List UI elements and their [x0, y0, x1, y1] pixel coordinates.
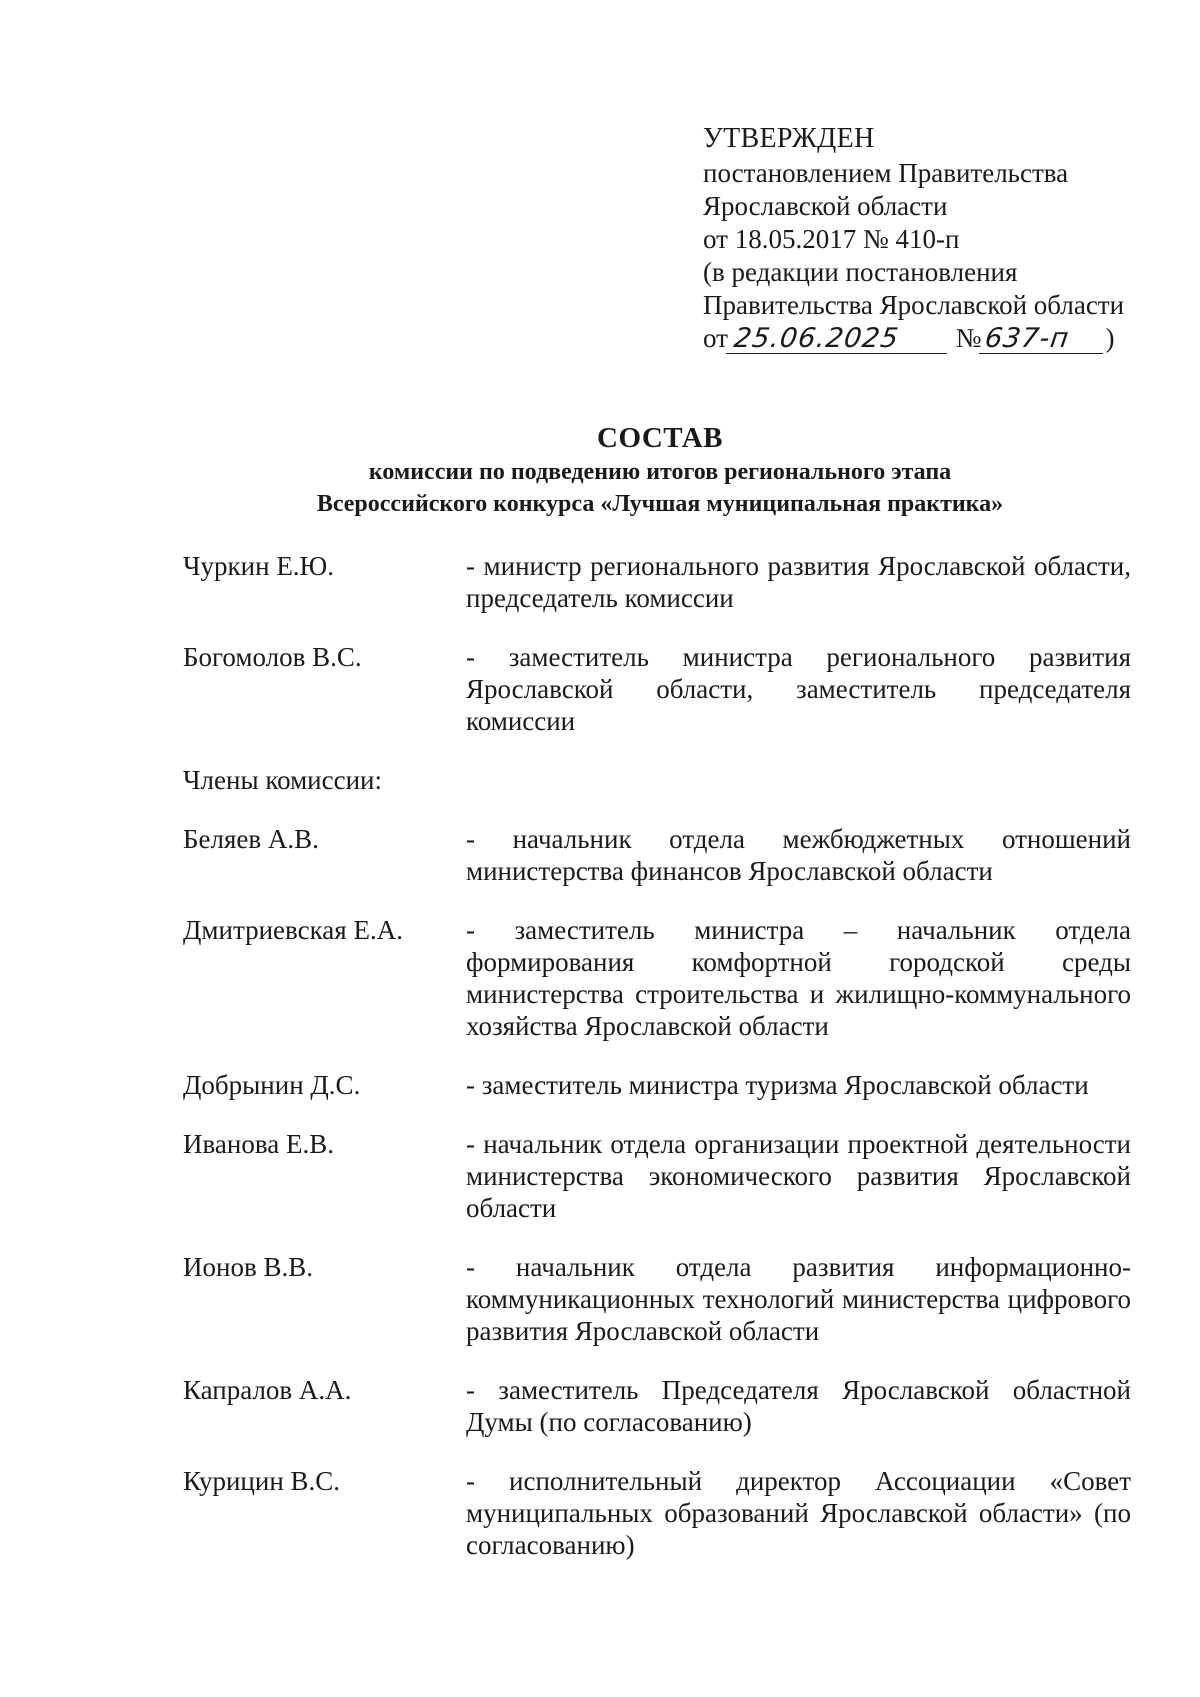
approval-line: Правительства Ярославской области [703, 290, 1125, 320]
title-line-1: комиссии по подведению итогов регионального этапа [368, 459, 952, 485]
roster-row [183, 641, 1131, 737]
approval-line: постановлением Правительства [703, 158, 1069, 188]
member-name: Чуркин Е.Ю. [183, 551, 335, 581]
amendment-close-paren: ) [1105, 323, 1115, 353]
member-name: Ионов В.В. [183, 1252, 313, 1282]
approval-line: от 18.05.2017 № 410-п [703, 224, 960, 254]
roster-row [183, 1374, 1131, 1438]
amendment-prefix: от [703, 323, 728, 353]
member-role: - министр регионального развития Ярославской области, председатель комиссии [466, 551, 1131, 613]
member-role: - заместитель министра туризма Ярославской области [466, 1070, 1089, 1100]
handwritten-amendment-number: 637-п [979, 325, 1107, 354]
member-name: Богомолов В.С. [183, 642, 362, 672]
handwritten-amendment-date: 25.06.2025 [726, 325, 951, 354]
commission-roster [183, 550, 1131, 1561]
member-role: - заместитель Председателя Ярославской областной Думы (по согласованию) [466, 1375, 1131, 1437]
approval-heading: УТВЕРЖДЕН [703, 123, 875, 154]
title-main: СОСТАВ [597, 422, 723, 454]
approval-line: Ярославской области [703, 191, 948, 221]
member-name: Дмитриевская Е.А. [183, 915, 403, 945]
member-role: - начальник отдела организации проектной деятельности министерства экономического развития Ярославской области [466, 1129, 1131, 1223]
member-name: Добрынин Д.С. [183, 1070, 361, 1100]
member-role: - начальник отдела развития информационно-коммуникационных технологий министерства цифрового развития Ярославской области [466, 1252, 1131, 1346]
member-name: Капралов А.А. [183, 1375, 352, 1405]
roster-row [183, 914, 1131, 1042]
approval-stamp-block [703, 122, 1163, 355]
member-role: - исполнительный директор Ассоциации «Совет муниципальных образований Ярославской области» (по согласованию) [466, 1466, 1131, 1560]
roster-row [183, 1465, 1131, 1561]
member-role: - заместитель министра – начальник отдела формирования комфортной городской среды министерства строительства и жилищно-коммунального хозяйства Ярославской области [466, 915, 1131, 1041]
member-name: Беляев А.В. [183, 824, 319, 854]
approval-line: (в редакции постановления [703, 257, 1018, 287]
roster-row [183, 1251, 1131, 1347]
member-role: - начальник отдела межбюджетных отношений министерства финансов Ярославской области [466, 824, 1131, 886]
roster-row [183, 1128, 1131, 1224]
title-line-2: Всероссийского конкурса «Лучшая муниципальная практика» [316, 491, 1004, 517]
roster-row [183, 1069, 1131, 1101]
member-role: - заместитель министра регионального развития Ярославской области, заместитель председателя комиссии [466, 642, 1131, 736]
document-title [150, 420, 1170, 520]
amendment-number-sign: № [955, 323, 982, 353]
roster-row [183, 823, 1131, 887]
member-name: Курицин В.С. [183, 1466, 341, 1496]
member-name: Иванова Е.В. [183, 1129, 334, 1159]
members-label: Члены комиссии: [183, 765, 382, 795]
amendment-line [703, 322, 1163, 355]
roster-row [183, 550, 1131, 614]
